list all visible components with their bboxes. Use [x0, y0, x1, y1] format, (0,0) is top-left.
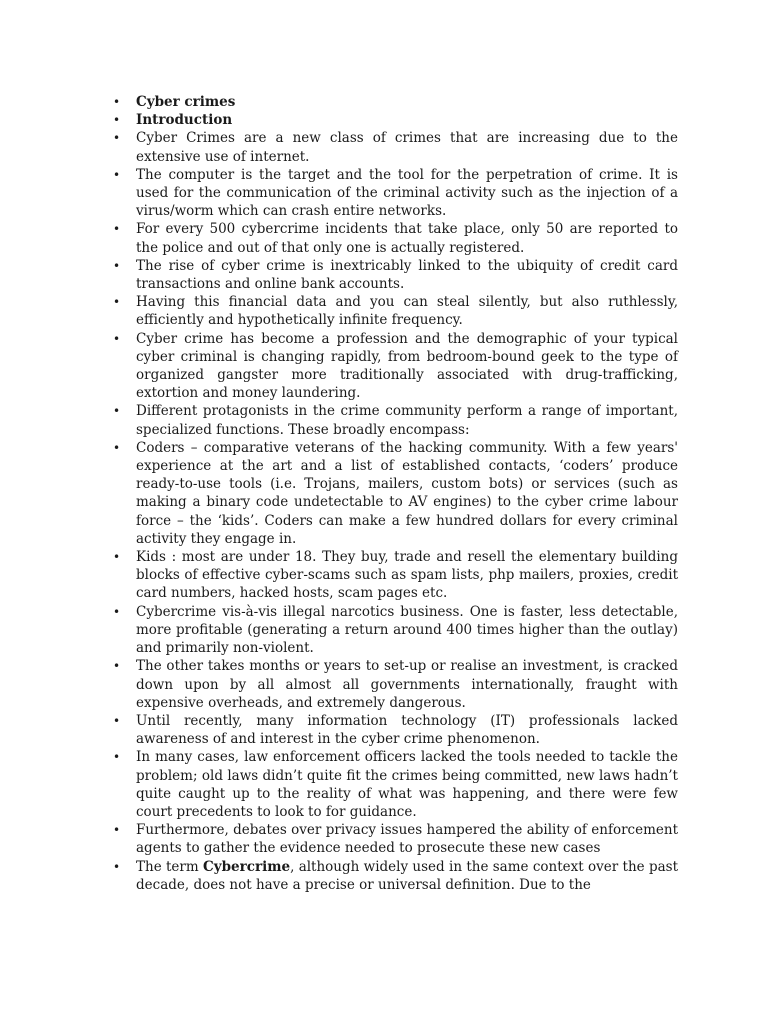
list-item: [0, 220, 678, 256]
paragraph-text: The rise of cyber crime is inextricably linked to the ubiquity of credit card transactions and online bank accounts.: [136, 257, 678, 293]
paragraph-text: Cyber crime has become a profession and the demographic of your typical cyber criminal is changing rapidly, from bedroom-bound geek to the type of organized gangster more traditionally associated with drug-trafficking, extortion and money laundering.: [136, 330, 678, 402]
paragraph-text: The computer is the target and the tool for the perpetration of crime. It is used for the communication of the criminal activity such as the injection of a virus/worm which can crash entire networks.: [136, 166, 678, 220]
bullet-icon: •: [113, 859, 121, 874]
paragraph-text-before: The term: [136, 858, 203, 875]
list-item: [0, 439, 678, 548]
list-item: [0, 858, 678, 894]
list-item: [0, 821, 678, 857]
bullet-icon: •: [113, 95, 121, 109]
bullet-list: [0, 93, 768, 894]
paragraph-text: In many cases, law enforcement officers lacked the tools needed to tackle the problem; old laws didn’t quite fit the crimes being committed, new laws hadn’t quite caught up to the reality of what was happening, and there were few court precedents to look to for guidance.: [136, 749, 678, 820]
term-cybercrime: Cybercrime: [203, 858, 291, 875]
bullet-icon: •: [113, 295, 121, 310]
list-item: [0, 257, 678, 293]
bullet-icon: •: [113, 331, 121, 346]
list-item: [0, 748, 678, 821]
paragraph-text-after: , although widely used in the same context over the past decade, does not have a precise or universal definition. Due to the: [136, 858, 678, 893]
paragraph-text: Coders – comparative veterans of the hacking community. With a few years' experience at the art and a list of established contacts, ‘coders’ produce ready-to-use tools (i.e. Trojans, mailers, custom bots) or services (such as making a binary code undetectable to AV engines) to the cyber crime labour force – the ‘kids’. Coders can make a few hundred dollars for every criminal activity they engage in.: [136, 439, 678, 547]
bullet-icon: •: [113, 750, 121, 765]
list-item: [0, 93, 678, 111]
paragraph-text: For every 500 cybercrime incidents that take place, only 50 are reported to the police and out of that only one is actually registered.: [136, 221, 678, 256]
bullet-icon: •: [113, 823, 121, 838]
bullet-icon: •: [113, 222, 121, 237]
bullet-icon: •: [113, 550, 121, 565]
paragraph-text: Kids : most are under 18. They buy, trade and resell the elementary building blocks of effective cyber-scams such as spam lists, php mailers, proxies, credit card numbers, hacked hosts, scam pages etc.: [136, 549, 678, 602]
bullet-icon: •: [113, 258, 121, 273]
bullet-icon: •: [113, 131, 121, 146]
list-item: [0, 293, 678, 329]
list-item: [0, 712, 678, 748]
paragraph-text: Having this financial data and you can steal silently, but also ruthlessly, efficiently and hypothetically infinite frequency.: [136, 294, 678, 329]
list-item: [0, 402, 678, 438]
bullet-icon: •: [113, 167, 121, 182]
heading-cyber-crimes: Cyber crimes: [136, 94, 236, 110]
list-item: [0, 603, 678, 658]
paragraph-text: Cybercrime vis-à-vis illegal narcotics business. One is faster, less detectable, more profitable (generating a return around 400 times higher than the outlay) and primarily non-violent.: [136, 603, 678, 657]
bullet-icon: •: [113, 440, 121, 455]
paragraph-text: Until recently, many information technology (IT) professionals lacked awareness of and interest in the cyber crime phenomenon.: [136, 712, 678, 748]
paragraph-text: Cyber Crimes are a new class of crimes that are increasing due to the extensive use of internet.: [136, 130, 678, 165]
bullet-icon: •: [113, 604, 121, 619]
list-item: [0, 657, 678, 712]
bullet-icon: •: [113, 113, 121, 128]
heading-introduction: Introduction: [136, 112, 233, 129]
paragraph-text: Different protagonists in the crime community perform a range of important, specialized functions. These broadly encompass:: [136, 403, 678, 438]
bullet-icon: •: [113, 404, 121, 419]
paragraph-text: Furthermore, debates over privacy issues hampered the ability of enforcement agents to gather the evidence needed to prosecute these new cases: [136, 822, 678, 857]
list-item: [0, 166, 678, 221]
list-item: [0, 548, 678, 603]
list-item: [0, 129, 678, 165]
list-item: [0, 330, 678, 403]
bullet-icon: •: [113, 659, 121, 674]
paragraph-text: The other takes months or years to set-up or realise an investment, is cracked down upon by all almost all governments internationally, fraught with expensive overheads, and extremely dangerous.: [136, 658, 678, 711]
list-item: [0, 111, 678, 129]
bullet-icon: •: [113, 713, 121, 728]
